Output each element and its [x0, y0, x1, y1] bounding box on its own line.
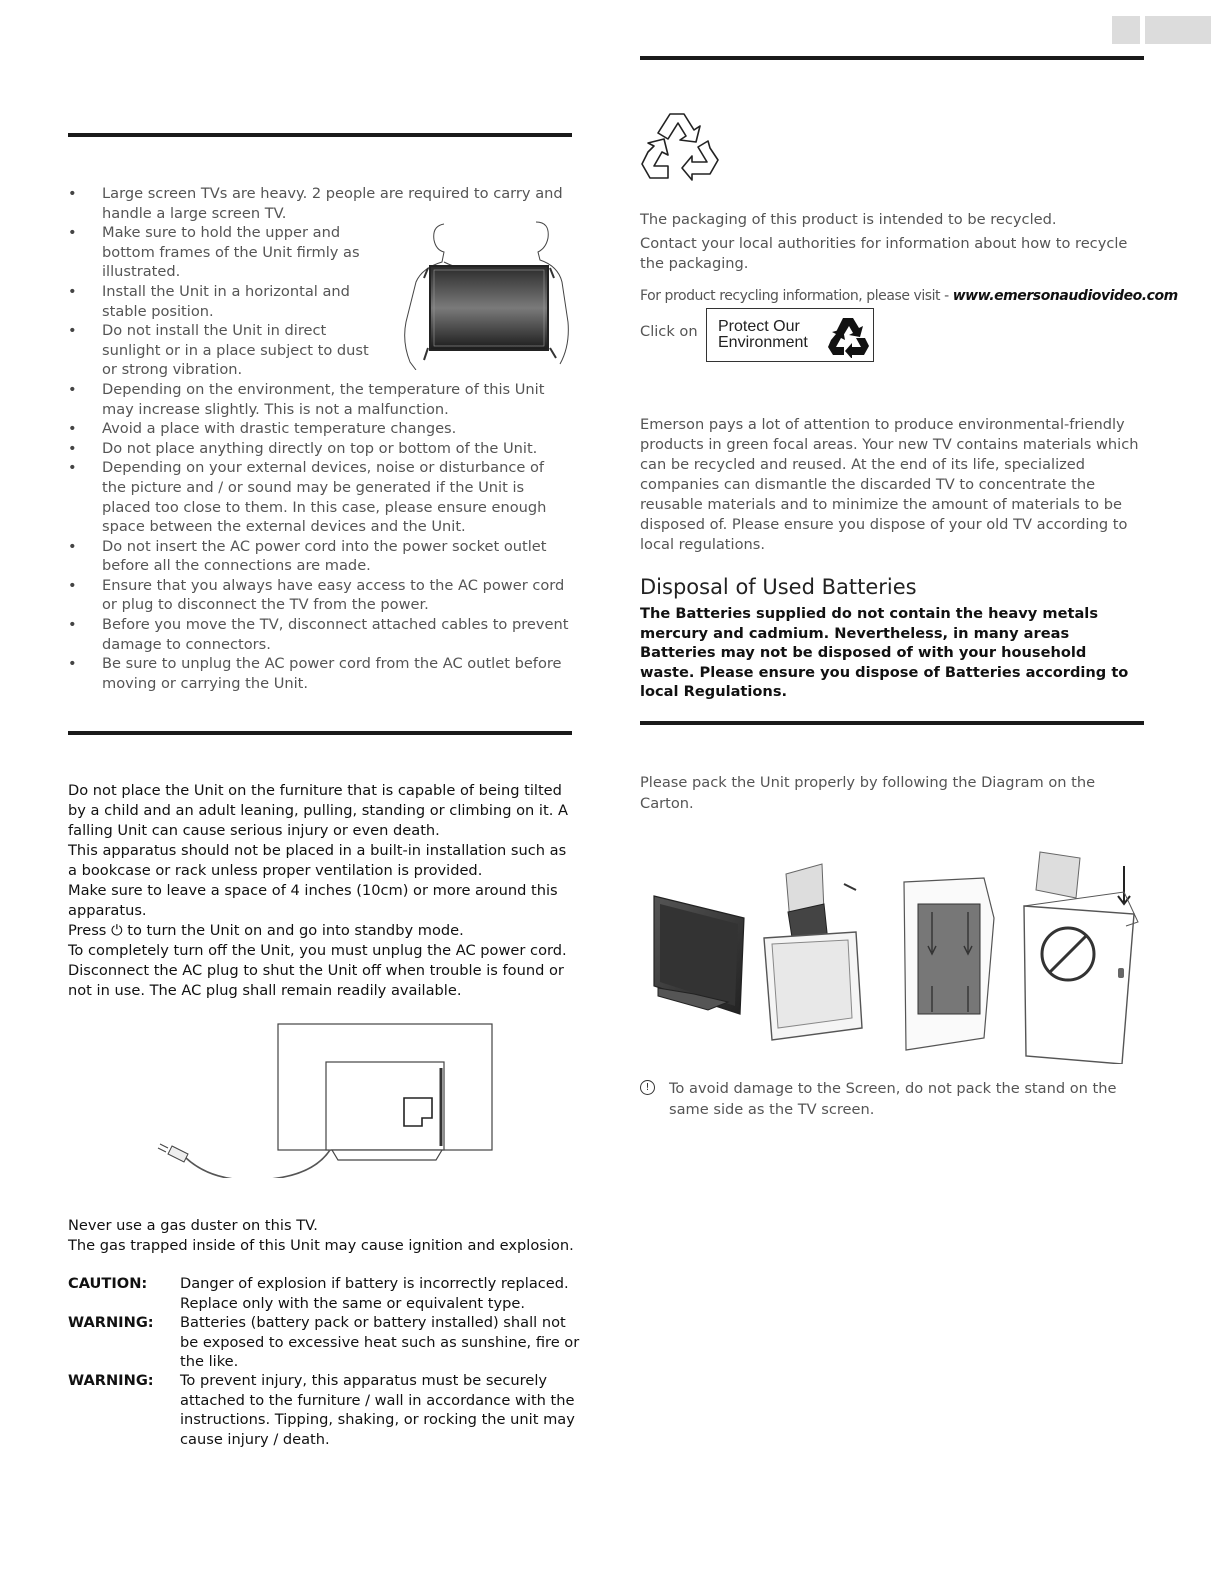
recycle-paragraph-1: The packaging of this product is intended to be recycled. [640, 211, 1057, 228]
list-item: • Ensure that you always have easy access to the AC power cord or plug to disconnect the TV from the power. [68, 576, 572, 615]
batteries-text: The Batteries supplied do not contain the heavy metals mercury and cadmium. Nevertheless, in many areas Batteries may not be disposed of with your household waste. Please ensure you dispose of Batteries according to local Regulations. [640, 605, 1129, 701]
list-item: • Be sure to unplug the AC power cord from the AC outlet before moving or carrying the Unit. [68, 654, 572, 693]
recycle-icon [640, 108, 726, 188]
caution-row [68, 1274, 580, 1313]
caution-icon: ! [640, 1080, 655, 1095]
safety-paragraph: Make sure to leave a space of 4 inches (10cm) or more around this apparatus. [68, 882, 558, 919]
safety-text [68, 781, 572, 1001]
warning-row [68, 1371, 580, 1449]
safety-paragraph: This apparatus should not be placed in a built-in installation such as a bookcase or rack unless proper ventilation is provided. [68, 842, 567, 879]
two-people-carrying-tv-illustration [398, 214, 574, 370]
section-rule [640, 56, 1144, 60]
section-rule [640, 721, 1144, 725]
list-item: • Before you move the TV, disconnect attached cables to prevent damage to connectors. [68, 615, 572, 654]
power-paragraph: To completely turn off the Unit, you must unplug the AC power cord. [68, 942, 567, 959]
section-rule [68, 133, 572, 137]
recycle-paragraph-2: Contact your local authorities for information about how to recycle the packaging. [640, 235, 1128, 272]
recycle-visit-line [640, 286, 1180, 306]
list-item: • Do not insert the AC power cord into the power socket outlet before all the connections are made. [68, 537, 572, 576]
warning-text: Batteries (battery pack or battery installed) shall not be exposed to excessive heat such as sunshine, fire or the like. [180, 1314, 580, 1371]
gas-paragraph: The gas trapped inside of this Unit may cause ignition and explosion. [68, 1237, 574, 1254]
warning-text: To prevent injury, this apparatus must be securely attached to the furniture / wall in accordance with the instructions. Tipping, shaking, or rocking the unit may cause injury / death. [180, 1372, 575, 1448]
page-tabs [1112, 16, 1211, 44]
list-item: • Make sure to hold the upper and bottom frames of the Unit firmly as illustrated. [68, 223, 370, 282]
section-rule [68, 731, 572, 735]
press-standby-paragraph [68, 921, 572, 941]
press-prefix: Press [68, 922, 107, 939]
power-icon: ⏻ [111, 922, 123, 939]
warning-row [68, 1313, 580, 1372]
warning-label: WARNING: [68, 1372, 154, 1389]
protect-our-environment-button[interactable] [706, 308, 874, 362]
gas-duster-text [68, 1216, 588, 1256]
warning-label: WARNING: [68, 1314, 154, 1331]
gas-paragraph: Never use a gas duster on this TV. [68, 1217, 318, 1234]
environment-paragraph: Emerson pays a lot of attention to produce environmental-friendly products in green focal areas. Your new TV contains materials which can be recycled and reused. At the end of its life, specialized companies can dismantle the discarded TV to concentrate the reusable materials and to minimize the amount of materials to be disposed of. Please ensure you dispose of your old TV according to local regulations. [640, 416, 1139, 553]
pack-instruction: Please pack the Unit properly by following the Diagram on the Carton. [640, 774, 1096, 812]
safety-paragraph: Do not place the Unit on the furniture that is capable of being tilted by a child and an adult leaning, pulling, standing or climbing on it. A falling Unit can cause serious injury or even death. [68, 782, 568, 839]
visit-prefix: For product recycling information, please visit - [640, 288, 949, 304]
packing-diagram-illustration [648, 846, 1148, 1064]
list-item: • Large screen TVs are heavy. 2 people are required to carry and handle a large screen TV. [68, 184, 572, 223]
page-tab-2 [1145, 16, 1211, 44]
protect-line-2: Environment [718, 334, 808, 351]
list-item: • Depending on your external devices, noise or disturbance of the picture and / or sound may be generated if the Unit is placed too close to them. In this case, please ensure enough space between the external devices and the Unit. [68, 458, 572, 536]
protect-label [718, 319, 808, 351]
page-tab-1 [1112, 16, 1140, 44]
list-item: • Do not install the Unit in direct sunlight or in a place subject to dust or strong vibration. [68, 321, 370, 380]
power-paragraph: Disconnect the AC plug to shut the Unit off when trouble is found or not in use. The AC plug shall remain readily available. [68, 962, 564, 999]
batteries-heading: Disposal of Used Batteries [640, 575, 917, 599]
list-item: • Install the Unit in a horizontal and stable position. [68, 282, 370, 321]
recycle-arrows-icon [827, 314, 871, 358]
click-on-label: Click on [640, 323, 698, 340]
visit-url-link[interactable]: www.emersonaudiovideo.com [952, 288, 1178, 304]
list-item: • Depending on the environment, the temperature of this Unit may increase slightly. This is not a malfunction. [68, 380, 572, 419]
packing-note-text: To avoid damage to the Screen, do not pack the stand on the same side as the TV screen. [669, 1080, 1117, 1118]
protect-line-1: Protect Our [718, 318, 800, 335]
tv-power-cord-illustration [150, 1018, 500, 1178]
warning-label: CAUTION: [68, 1275, 148, 1292]
list-item: • Avoid a place with drastic temperature changes. [68, 419, 572, 439]
warning-text: Danger of explosion if battery is incorrectly replaced. Replace only with the same or equivalent type. [180, 1275, 569, 1312]
press-suffix: to turn the Unit on and go into standby mode. [127, 922, 464, 939]
list-item: • Do not place anything directly on top or bottom of the Unit. [68, 439, 572, 459]
